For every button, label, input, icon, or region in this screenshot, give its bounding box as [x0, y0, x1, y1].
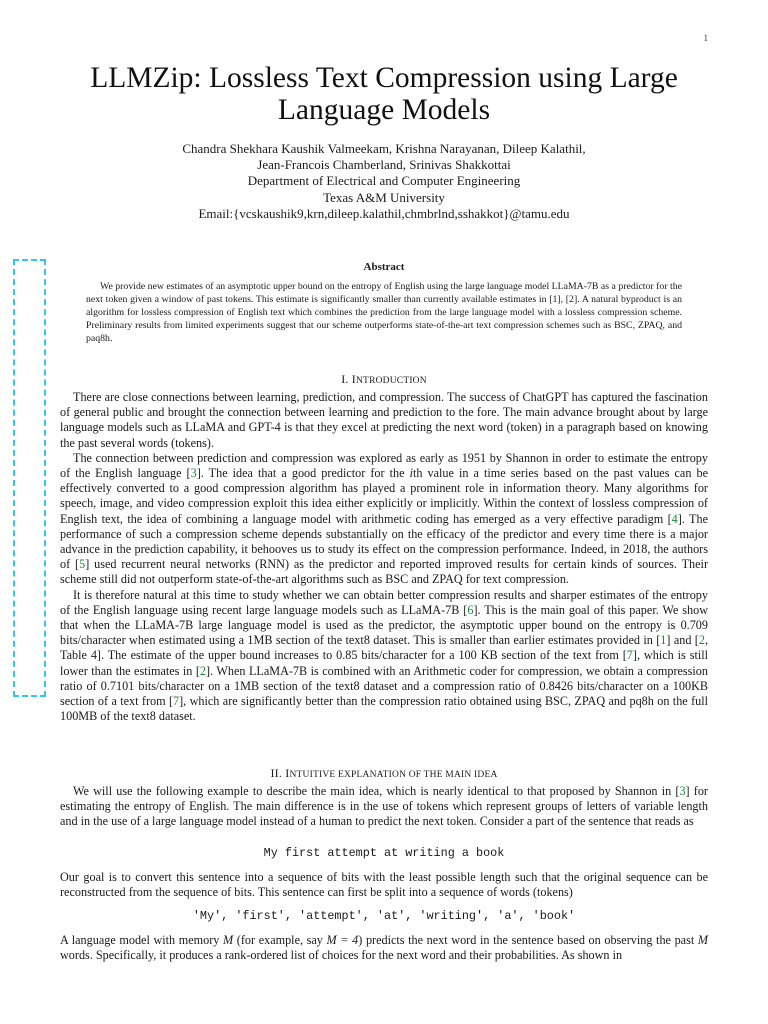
abstract-text: We provide new estimates of an asymptotic upper bound on the entropy of English using the large language model LLaMA-7B as a predictor for the next token given a window of past tokens. This estimate is significantly smaller than currently available estimates in [1], [2]. A natural byproduct is an algorithm for lossless compression of English text which combines the prediction from the large language model with a lossless compression scheme. Preliminary results from limited experiments suggest that our scheme outperforms state-of-the-art text compression schemes such as BSC, ZPAQ, and paq8h. [86, 281, 682, 344]
author-block [60, 141, 708, 222]
paper-title [60, 62, 708, 126]
authors-line-1: Chandra Shekhara Kaushik Valmeekam, Krishna Narayanan, Dileep Kalathil, [182, 141, 586, 156]
section-numeral: I. [341, 372, 349, 386]
citation-link[interactable]: 2 [199, 663, 206, 678]
section-title-initial: I [285, 766, 290, 780]
intro-paragraph-2: The connection between prediction and compression was explored as early as 1951 by Shannon in order to estimate the entropy of the English language [3]. The idea that a good predictor for the ith value in a time series based on the past values can be effectively converted to a good compression algorithm has played a prominent role in information theory. Many algorithms for speech, image, and video compression exploit this idea either explicitly or implicitly. Within the context of lossless compression of English text, the idea of combining a language model with arithmetic coding has emerged as a very effective paradigm [4]. The performance of such a compression scheme depends substantially on the efficacy of the predictor and every time there is a major advance in the prediction capability, it behooves us to study its effect on the compression performance. Indeed, in 2018, the authors of [5] used recurrent neural networks (RNN) as the predictor and reported improved results for certain kinds of sources. Their scheme still did not outperform state-of-the-art algorithms such as BSC and ZPAQ for text compression. [60, 450, 708, 587]
main-idea-body [60, 784, 708, 830]
department: Department of Electrical and Computer Engineering [247, 173, 521, 189]
citation-link[interactable]: 6 [467, 602, 474, 617]
main-idea-body-2 [60, 870, 708, 900]
margin-annotation-box [13, 259, 46, 697]
authors-line-2: Jean-Francois Chamberland, Srinivas Shakkottai [257, 157, 511, 173]
title-line-2: Language Models [277, 94, 491, 126]
section-title-initial: I [351, 372, 356, 386]
main-idea-paragraph-2: Our goal is to convert this sentence into a sequence of bits with the least possible length such that the original sequence can be reconstructed from the sequence of bits. This sentence can first be split into a sequence of words (tokens) [60, 870, 708, 900]
intro-paragraph-3: It is therefore natural at this time to study whether we can obtain better compression results and sharper estimates of the entropy of the English language using recent large language models such as LLaMA-7B [6]. This is the main goal of this paper. We show that when the LLaMA-7B large language model is used as the predictor, the asymptotic upper bound on the entropy is 0.709 bits/character when estimated using a 1MB section of the text8 dataset. This is smaller than earlier estimates provided in [1] and [2, Table 4]. The estimate of the upper bound increases to 0.85 bits/character for a 100 KB section of the text from [7], which is still lower than the estimates in [2]. When LLaMA-7B is combined with an Arithmetic coder for compression, we obtain a compression ratio of 0.7101 bits/character on a 1MB section of the text8 dataset and a compression ratio of 0.8426 bits/character on a 100KB section of a text from [7], which are significantly better than the compression ratio obtained using BSC, ZPAQ and pq8h on the full 100MB of the text8 dataset. [60, 587, 709, 724]
intro-paragraph-1: There are close connections between learning, prediction, and compression. The success of ChatGPT has captured the fascination of general public and brought the connection between learning and prediction to the fore. The main advance brought about by large language models such as LLaMA and GPT-4 is that they excel at predicting the next word (token) in a paragraph based on knowing the past several words (tokens). [60, 390, 708, 450]
section-heading-main-idea [60, 766, 708, 781]
token-sequence: ′My′, ′first′, ′attempt′, ′at′, ′writing′, ′a′, ′book′ [192, 909, 576, 923]
citation-link[interactable]: 2 [698, 633, 705, 648]
section-title-rest: NTRODUCTION [356, 376, 427, 386]
introduction-body [60, 390, 708, 724]
example-sentence: My first attempt at writing a book [263, 846, 505, 860]
citation-link[interactable]: 3 [190, 466, 197, 481]
citation-link[interactable]: 5 [79, 557, 86, 572]
citation-link[interactable]: 4 [671, 511, 678, 526]
main-idea-paragraph-3: A language model with memory M (for example, say M = 4) predicts the next word in the sentence based on observing the past M words. Specifically, it produces a rank-ordered list of choices for the next word and their probabilities. As shown in [60, 933, 708, 963]
main-idea-paragraph-1: We will use the following example to describe the main idea, which is nearly identical to that proposed by Shannon in [3] for estimating the entropy of English. The main difference is in the use of tokens which represent groups of letters of variable length and in the use of a large language model instead of a human to predict the next token. Consider a part of the sentence that reads as [60, 784, 708, 829]
section-title-rest: NTUITIVE EXPLANATION OF THE MAIN IDEA [289, 770, 498, 780]
section-numeral: II. [270, 766, 283, 780]
university: Texas A&M University [323, 189, 445, 205]
abstract-heading: Abstract [363, 261, 405, 273]
citation-link[interactable]: 3 [679, 784, 686, 798]
page-number: 1 [703, 33, 708, 43]
email: Email:{vcskaushik9,krn,dileep.kalathil,chmbrlnd,sshakkot}@tamu.edu [198, 205, 570, 221]
citation-link[interactable]: 7 [626, 648, 633, 663]
title-line-1: LLMZip: Lossless Text Compression using Large [90, 62, 678, 94]
citation-link[interactable]: 7 [173, 694, 180, 709]
section-heading-introduction [60, 372, 708, 387]
citation-link[interactable]: 1 [660, 633, 667, 648]
main-idea-body-3 [60, 933, 708, 963]
